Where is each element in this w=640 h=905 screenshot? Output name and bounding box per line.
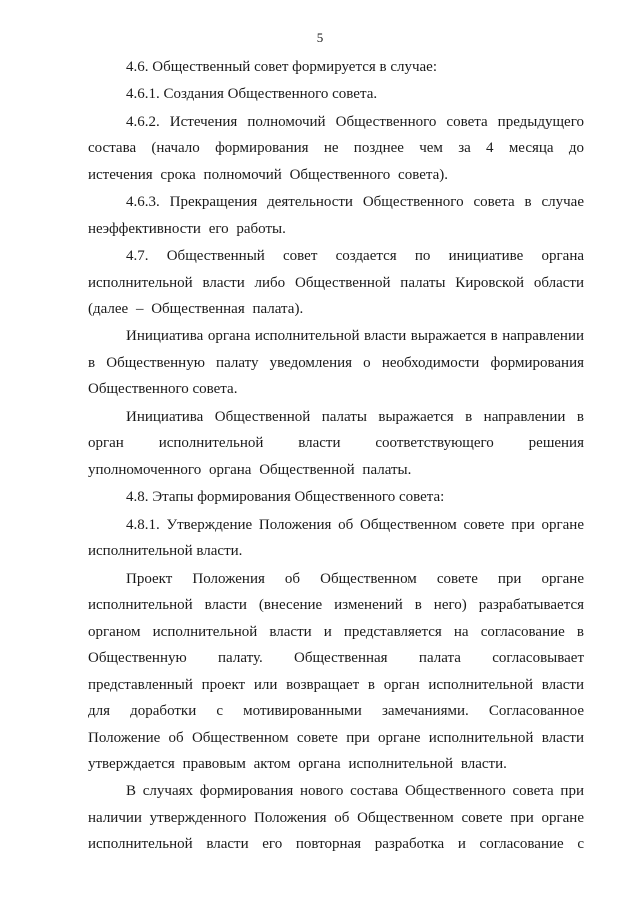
paragraph-4-6-3: 4.6.3. Прекращения деятельности Общественного совета в случае неэффективности его работы.: [88, 194, 584, 237]
paragraph-4-6-1: 4.6.1. Создания Общественного совета.: [126, 86, 378, 103]
paragraph-4-6-2: 4.6.2. Истечения полномочий Общественного совета предыдущего состава (начало формирования не позднее чем за 4 месяца до истечения срока полномочий Общественного совета).: [88, 113, 584, 183]
paragraph-initiative-executive: Инициатива органа исполнительной власти выражается в направлении в Общественную палату уведомления о необходимости формирования Общественного совета.: [88, 328, 584, 398]
paragraph-draft-regulation: Проект Положения об Общественном совете при органе исполнительной власти (внесение изменений в него) разрабатывается органом исполнительной власти и представляется на согласование в Общественную палату. Общественная палата согласовывает представленный проект или возвращает в орган исполнительной власти для доработки с мотивированными замечаниями. Согласованное Положение об Общественном совете при органе исполнительной власти утверждается правовым актом органа исполнительной власти.: [88, 570, 584, 773]
paragraph-initiative-chamber: Инициатива Общественной палаты выражается в направлении в орган исполнительной власти соответствующего решения уполномоченного органа Общественной палаты.: [88, 408, 584, 478]
paragraph-new-composition: В случаях формирования нового состава Общественного совета при наличии утвержденного Положения об Общественном совете при органе исполнительной власти его повторная разработка и согласование с: [88, 783, 584, 853]
page-number: 5: [316, 30, 324, 45]
paragraph-4-8: 4.8. Этапы формирования Общественного совета:: [126, 489, 445, 506]
paragraph-4-7: 4.7. Общественный совет создается по инициативе органа исполнительной власти либо Общественной палаты Кировской области (далее – Общественная палата).: [88, 248, 584, 318]
paragraph-4-8-1: 4.8.1. Утверждение Положения об Общественном совете при органе исполнительной власти.: [88, 516, 584, 560]
paragraph-4-6: 4.6. Общественный совет формируется в случае:: [126, 59, 438, 75]
document-body: [88, 54, 584, 859]
